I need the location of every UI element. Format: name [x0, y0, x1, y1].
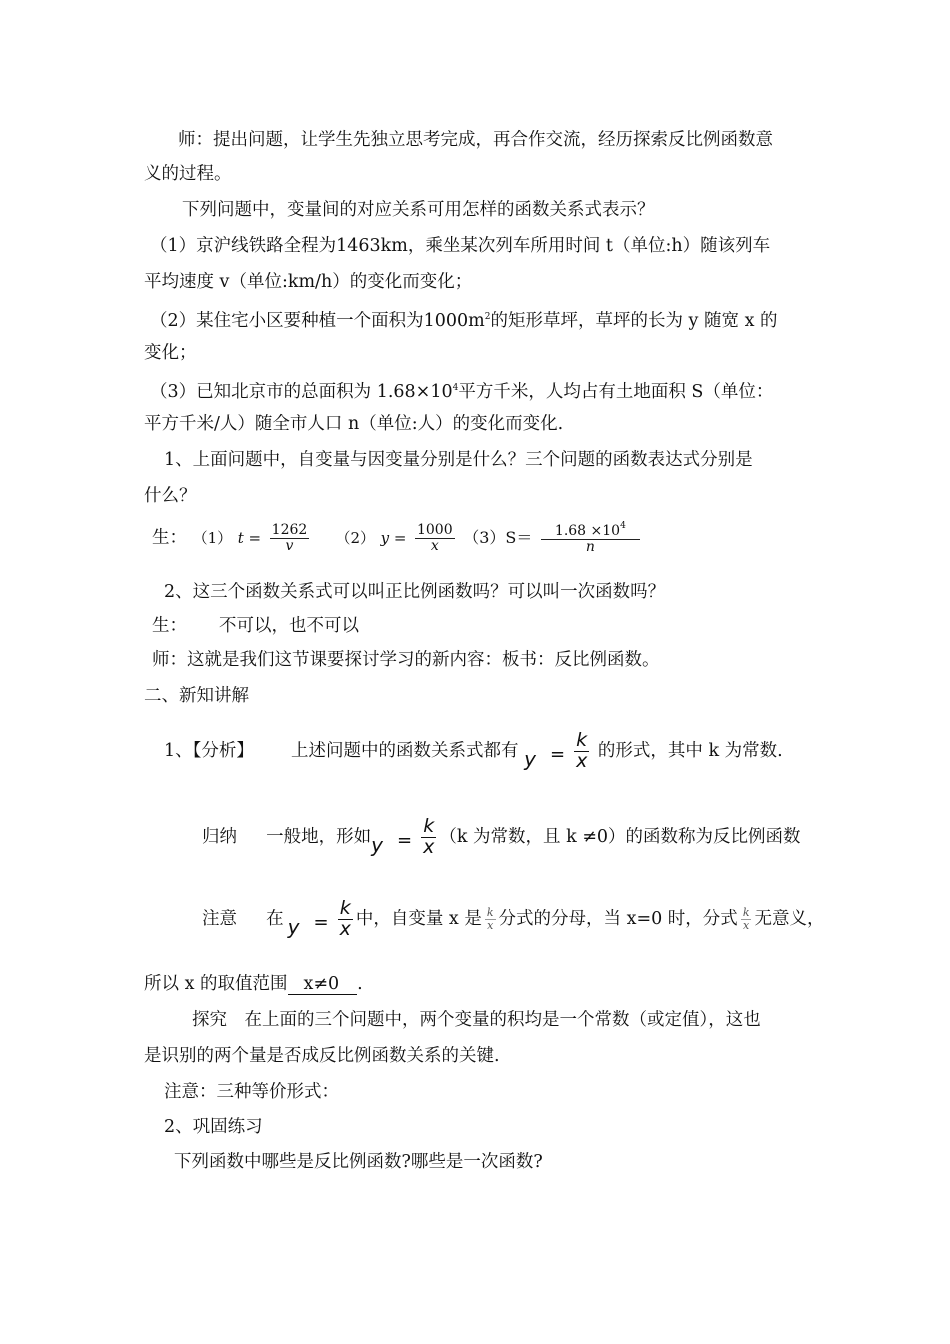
explore-line-cont: 是识别的两个量是否成反比例函数关系的关键. — [144, 1046, 500, 1066]
student-answer-formulas: 生： （1） t = $\frac{1262}{v}$ （2） y = $\frac{1000}{x}$ （3）S＝ $\frac{1.68 \times 10^4}{n}$ — [152, 518, 643, 558]
discussion-question-1-cont: 什么？ — [144, 486, 197, 506]
note-three-forms: 注意：三种等价形式： — [164, 1082, 339, 1102]
question-1: （1）京沪线铁路全程为1463km，乘坐某次列车所用时间 t（单位:h）随该列车 — [150, 236, 771, 256]
k-over-x-fraction: $\frac{k}{x}$ — [423, 815, 435, 858]
formula-2-lhs: y = — [380, 529, 407, 547]
formula-1-fraction: $\frac{1262}{v}$ — [271, 522, 308, 554]
domain-line: 所以 x 的取值范围 x≠0 . — [144, 974, 363, 994]
section-heading: 二、新知讲解 — [144, 686, 249, 706]
formula-3-fraction: $\frac{1.68 \times 10^4}{n}$ — [541, 522, 640, 554]
question-1-cont: 平均速度 v（单位:km/h）的变化而变化； — [144, 272, 473, 292]
k-over-x-fraction: $\frac{k}{x}$ — [576, 729, 588, 772]
answer-blank: x≠0 — [288, 974, 358, 995]
small-k-over-x-fraction: $\frac{k}{x}$ — [742, 906, 750, 932]
question-2-cont: 变化； — [144, 343, 197, 363]
discussion-question-2: 2、这三个函数关系式可以叫正比例函数吗？可以叫一次函数吗？ — [164, 582, 666, 602]
note-line: 注意 在 y = $\frac{k}{x}$ 中，自变量 x 是 $\frac{k}{x}$ 分式的分母，当 x=0 时，分式 $\frac{k}{x}$ 无意义， — [202, 897, 825, 940]
explore-line: 探究 在上面的三个问题中，两个变量的积均是一个常数（或定值），这也 — [192, 1010, 761, 1030]
student-reply: 生： 不可以，也不可以 — [152, 616, 359, 636]
question-3-cont: 平方千米/人）随全市人口 n（单位:人）的变化而变化. — [144, 414, 564, 434]
formula-1-lhs: t = — [237, 529, 262, 547]
analysis-line: 1、【分析】 上述问题中的函数关系式都有 y = $\frac{k}{x}$ 的形式，其中 k 为常数. — [164, 729, 783, 772]
teacher-remark: 师：这就是我们这节课要探讨学习的新内容：板书：反比例函数。 — [152, 650, 660, 670]
practice-question: 下列函数中哪些是反比例函数?哪些是一次函数? — [174, 1152, 543, 1172]
question-3: （3）已知北京市的总面积为 $1.68\times 10^4$平方千米，人均占有土地面积 S（单位： — [150, 382, 774, 402]
paragraph-line: 义的过程。 — [144, 164, 232, 184]
small-k-over-x-fraction: $\frac{k}{x}$ — [486, 906, 494, 932]
practice-heading: 2、巩固练习 — [164, 1117, 263, 1137]
induction-line: 归纳 一般地，形如y = $\frac{k}{x}$ （k 为常数，且 k ≠0）的函数称为反比例函数 — [202, 815, 801, 858]
question-2: （2）某住宅小区要种植一个面积为$1000m^2$的矩形草坪，草坪的长为 y 随宽 x 的 — [150, 311, 778, 331]
paragraph-line: 师：提出问题，让学生先独立思考完成，再合作交流，经历探索反比例函数意 — [178, 130, 773, 150]
question-intro: 下列问题中，变量间的对应关系可用怎样的函数关系式表示？ — [182, 200, 655, 220]
discussion-question-1: 1、上面问题中，自变量与因变量分别是什么？三个问题的函数表达式分别是 — [164, 450, 753, 470]
k-over-x-fraction: $\frac{k}{x}$ — [339, 897, 351, 940]
formula-2-fraction: $\frac{1000}{x}$ — [416, 522, 453, 554]
